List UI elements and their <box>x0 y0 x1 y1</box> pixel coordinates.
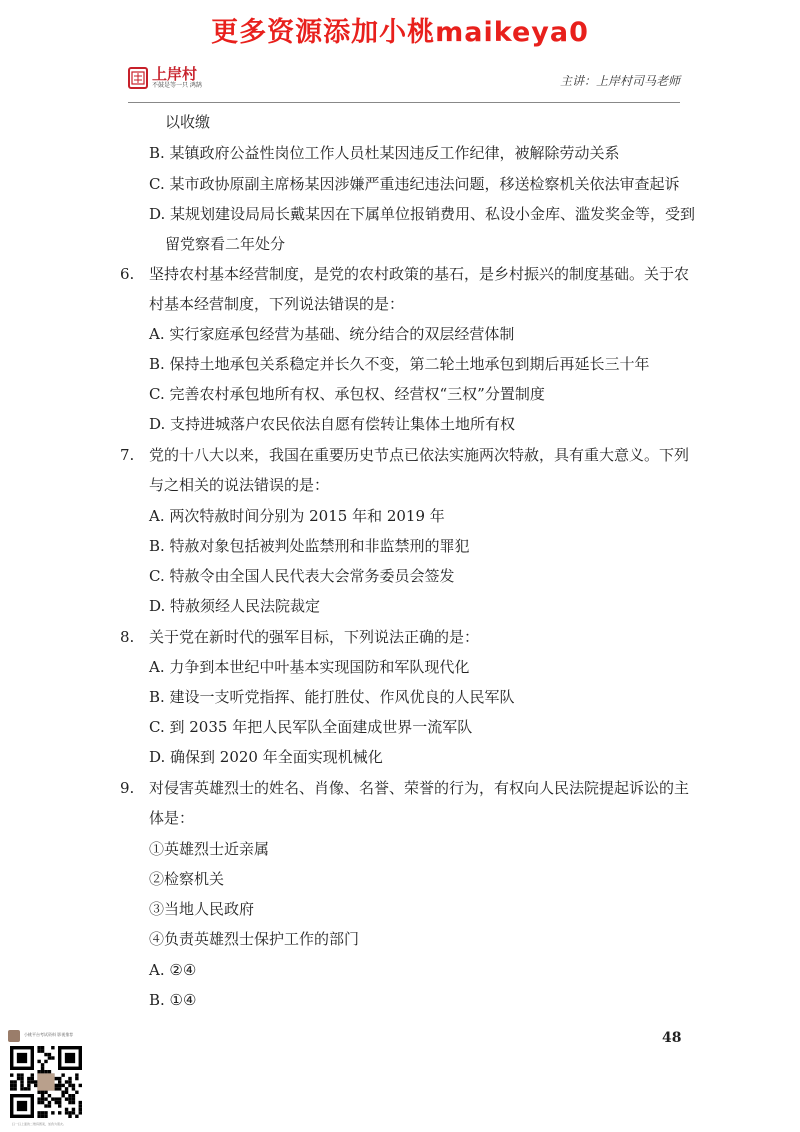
text-line: 留党察看二年处分 <box>165 235 286 253</box>
text-line: 坚持农村基本经营制度，是党的农村政策的基石，是乡村振兴的制度基础。关于农 <box>149 265 690 283</box>
logo-text <box>152 66 202 90</box>
text-line: 与之相关的说法错误的是： <box>149 476 330 494</box>
text-line: ②检察机关 <box>149 870 225 888</box>
question-number: 9. <box>120 779 135 797</box>
logo-name: 上岸村 <box>152 65 198 83</box>
text-line: D. 某规划建设局局长戴某因在下属单位报销费用、私设小金库、滥发奖金等，受到 <box>149 205 696 223</box>
brand-logo <box>128 66 202 90</box>
logo-seal-icon <box>128 67 148 89</box>
question-number: 6. <box>120 265 135 283</box>
text-line: C. 到 2035 年把人民军队全面建成世界一流军队 <box>149 718 473 736</box>
question-number: 7. <box>120 446 135 464</box>
qr-code-icon[interactable] <box>10 1046 82 1118</box>
text-line: 以收缴 <box>165 113 211 131</box>
page-number: 48 <box>662 1030 682 1046</box>
text-line: B. 建设一支听党指挥、能打胜仗、作风优良的人民军队 <box>149 688 515 706</box>
question-number: 8. <box>120 628 135 646</box>
text-line: B. 保持土地承包关系稳定并长久不变，第二轮土地承包到期后再延长三十年 <box>149 355 650 373</box>
promo-banner: 更多资源添加小桃maikeya0 <box>211 17 589 48</box>
qr-contact-card <box>8 1030 108 1130</box>
text-line: D. 特赦须经人民法院裁定 <box>149 597 321 615</box>
text-line: ③当地人民政府 <box>149 900 255 918</box>
text-line: 党的十八大以来，我国在重要历史节点已依法实施两次特赦，具有重大意义。下列 <box>149 446 690 464</box>
text-line: B. ①④ <box>149 991 197 1009</box>
text-line: A. ②④ <box>149 961 197 979</box>
text-line: ①英雄烈士近亲属 <box>149 840 270 858</box>
qr-caption: 小桃平台考试资料 影视推荐 <box>24 1032 74 1037</box>
text-line: C. 特赦令由全国人民代表大会常务委员会签发 <box>149 567 455 585</box>
text-line: B. 某镇政府公益性岗位工作人员杜某因违反工作纪律，被解除劳动关系 <box>149 144 620 162</box>
text-line: A. 力争到本世纪中叶基本实现国防和军队现代化 <box>149 658 470 676</box>
qr-footer: 扫一扫上面的二维码图案，加我为朋友。 <box>12 1122 67 1126</box>
text-line: 体是： <box>149 809 195 827</box>
text-line: ④负责英雄烈士保护工作的部门 <box>149 930 360 948</box>
seal-glyph-icon <box>130 69 146 87</box>
logo-slogan: 不鼓是等一只 鸿鹄 <box>152 82 202 89</box>
text-line: B. 特赦对象包括被判处监禁刑和非监禁刑的罪犯 <box>149 537 470 555</box>
text-line: C. 某市政协原副主席杨某因涉嫌严重违纪违法问题，移送检察机关依法审查起诉 <box>149 175 680 193</box>
text-line: D. 确保到 2020 年全面实现机械化 <box>149 748 383 766</box>
text-line: 村基本经营制度，下列说法错误的是： <box>149 295 405 313</box>
lecturer-credit: 主讲：上岸村司马老师 <box>559 74 680 88</box>
avatar <box>8 1030 20 1042</box>
text-line: C. 完善农村承包地所有权、承包权、经营权“三权”分置制度 <box>149 385 545 403</box>
page-header <box>128 62 680 103</box>
text-line: 关于党在新时代的强军目标，下列说法正确的是： <box>149 628 480 646</box>
text-line: A. 两次特赦时间分别为 2015 年和 2019 年 <box>149 507 445 525</box>
text-line: 对侵害英雄烈士的姓名、肖像、名誉、荣誉的行为，有权向人民法院提起诉讼的主 <box>149 779 690 797</box>
text-line: D. 支持进城落户农民依法自愿有偿转让集体土地所有权 <box>149 415 516 433</box>
text-line: A. 实行家庭承包经营为基础、统分结合的双层经营体制 <box>149 325 515 343</box>
